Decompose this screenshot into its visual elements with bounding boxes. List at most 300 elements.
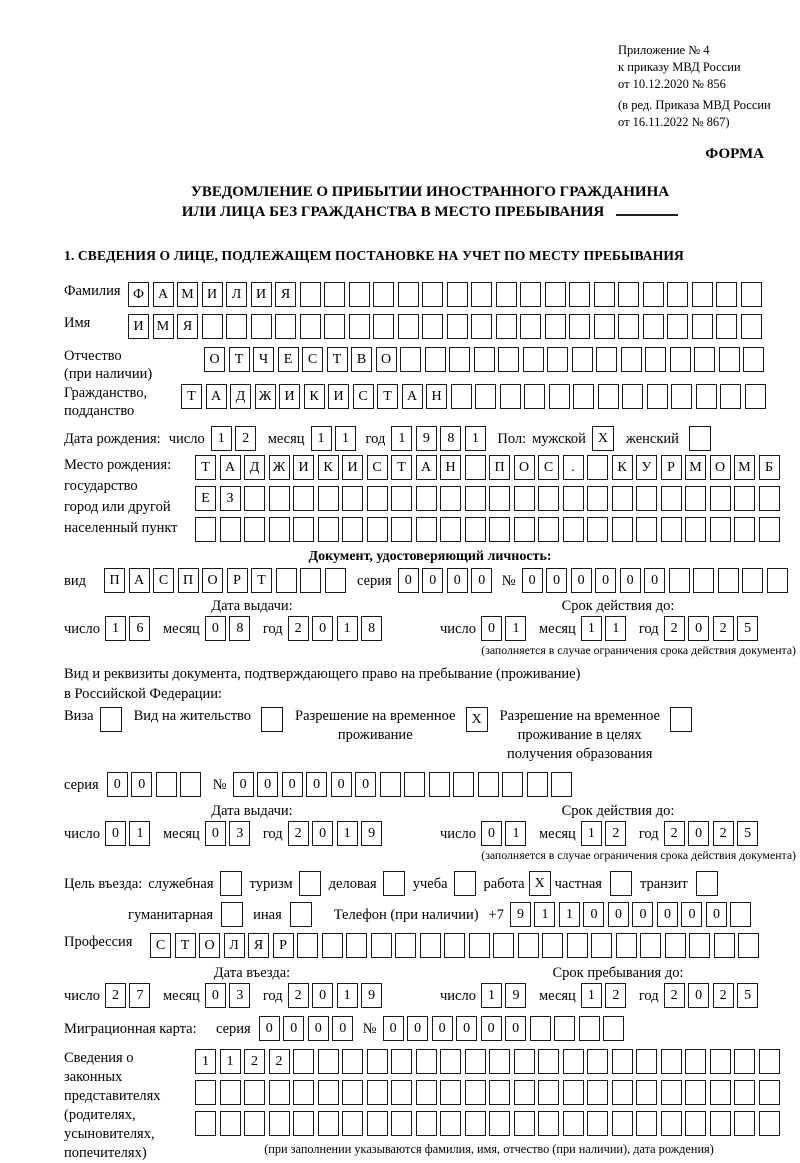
char-cell[interactable]	[523, 347, 544, 372]
char-cell[interactable]: 1	[195, 1049, 216, 1074]
char-cell[interactable]: Т	[251, 568, 272, 593]
char-cell[interactable]: 1	[335, 426, 356, 451]
char-cell[interactable]	[538, 1049, 559, 1074]
char-cell[interactable]: Р	[661, 455, 682, 480]
char-cell[interactable]	[745, 384, 766, 409]
char-cell[interactable]	[489, 1080, 510, 1105]
char-cell[interactable]: 2	[664, 983, 685, 1008]
char-cell[interactable]: 0	[595, 568, 616, 593]
char-cell[interactable]	[449, 347, 470, 372]
temp-permit-checkbox[interactable]: X	[466, 707, 488, 732]
char-cell[interactable]	[710, 517, 731, 542]
char-cell[interactable]: 0	[259, 1016, 280, 1041]
char-cell[interactable]: 0	[107, 772, 128, 797]
char-cell[interactable]	[156, 772, 177, 797]
char-cell[interactable]: 0	[571, 568, 592, 593]
char-cell[interactable]	[563, 1080, 584, 1105]
char-cell[interactable]: Е	[278, 347, 299, 372]
char-cell[interactable]	[542, 933, 563, 958]
char-cell[interactable]: Я	[177, 314, 198, 339]
char-cell[interactable]	[636, 517, 657, 542]
char-cell[interactable]: А	[416, 455, 437, 480]
char-cell[interactable]: И	[342, 455, 363, 480]
char-cell[interactable]: 9	[510, 902, 531, 927]
char-cell[interactable]: 1	[220, 1049, 241, 1074]
char-cell[interactable]	[465, 1111, 486, 1136]
char-cell[interactable]	[596, 347, 617, 372]
char-cell[interactable]: 2	[713, 821, 734, 846]
char-cell[interactable]: 1	[505, 821, 526, 846]
char-cell[interactable]: Т	[377, 384, 398, 409]
char-cell[interactable]	[587, 1111, 608, 1136]
char-cell[interactable]	[661, 486, 682, 511]
char-cell[interactable]	[325, 568, 346, 593]
char-cell[interactable]: И	[279, 384, 300, 409]
char-cell[interactable]	[661, 1049, 682, 1074]
char-cell[interactable]	[422, 314, 443, 339]
char-cell[interactable]	[275, 314, 296, 339]
char-cell[interactable]: 3	[229, 983, 250, 1008]
char-cell[interactable]	[373, 282, 394, 307]
gender-male-checkbox[interactable]: X	[592, 426, 614, 451]
char-cell[interactable]	[743, 347, 764, 372]
char-cell[interactable]: 0	[688, 821, 709, 846]
char-cell[interactable]: 2	[105, 983, 126, 1008]
char-cell[interactable]: Т	[181, 384, 202, 409]
char-cell[interactable]	[440, 486, 461, 511]
char-cell[interactable]: С	[302, 347, 323, 372]
char-cell[interactable]	[563, 1111, 584, 1136]
char-cell[interactable]	[465, 455, 486, 480]
char-cell[interactable]	[398, 282, 419, 307]
char-cell[interactable]: Ж	[269, 455, 290, 480]
char-cell[interactable]	[471, 314, 492, 339]
char-cell[interactable]	[380, 772, 401, 797]
char-cell[interactable]: 0	[105, 821, 126, 846]
char-cell[interactable]	[489, 1049, 510, 1074]
char-cell[interactable]: 0	[355, 772, 376, 797]
char-cell[interactable]	[569, 314, 590, 339]
char-cell[interactable]: 2	[288, 821, 309, 846]
char-cell[interactable]	[594, 314, 615, 339]
char-cell[interactable]: О	[204, 347, 225, 372]
char-cell[interactable]	[547, 347, 568, 372]
char-cell[interactable]: 1	[211, 426, 232, 451]
char-cell[interactable]	[718, 568, 739, 593]
char-cell[interactable]: Ч	[253, 347, 274, 372]
char-cell[interactable]	[612, 1111, 633, 1136]
purpose-ucheba-checkbox[interactable]	[454, 871, 476, 896]
char-cell[interactable]	[244, 1080, 265, 1105]
char-cell[interactable]: М	[177, 282, 198, 307]
char-cell[interactable]: Ж	[255, 384, 276, 409]
char-cell[interactable]	[714, 933, 735, 958]
char-cell[interactable]	[371, 933, 392, 958]
purpose-turizm-checkbox[interactable]	[299, 871, 321, 896]
char-cell[interactable]	[451, 384, 472, 409]
char-cell[interactable]: 9	[361, 983, 382, 1008]
char-cell[interactable]: 9	[361, 821, 382, 846]
char-cell[interactable]	[293, 1080, 314, 1105]
char-cell[interactable]	[767, 568, 788, 593]
char-cell[interactable]: М	[685, 455, 706, 480]
char-cell[interactable]	[440, 1111, 461, 1136]
char-cell[interactable]	[502, 772, 523, 797]
char-cell[interactable]	[587, 455, 608, 480]
char-cell[interactable]: 0	[688, 616, 709, 641]
char-cell[interactable]	[710, 486, 731, 511]
char-cell[interactable]: 0	[657, 902, 678, 927]
char-cell[interactable]: 0	[481, 616, 502, 641]
char-cell[interactable]: 0	[447, 568, 468, 593]
char-cell[interactable]: 5	[737, 821, 758, 846]
char-cell[interactable]: 1	[559, 902, 580, 927]
char-cell[interactable]: Н	[426, 384, 447, 409]
char-cell[interactable]	[395, 933, 416, 958]
char-cell[interactable]	[669, 568, 690, 593]
char-cell[interactable]	[297, 933, 318, 958]
char-cell[interactable]	[478, 772, 499, 797]
char-cell[interactable]: Н	[440, 455, 461, 480]
char-cell[interactable]	[636, 1111, 657, 1136]
char-cell[interactable]: 0	[283, 1016, 304, 1041]
char-cell[interactable]	[493, 933, 514, 958]
char-cell[interactable]	[324, 282, 345, 307]
char-cell[interactable]	[734, 486, 755, 511]
char-cell[interactable]	[579, 1016, 600, 1041]
char-cell[interactable]: 3	[229, 821, 250, 846]
char-cell[interactable]: 0	[398, 568, 419, 593]
char-cell[interactable]: 8	[361, 616, 382, 641]
char-cell[interactable]	[622, 384, 643, 409]
char-cell[interactable]	[440, 1080, 461, 1105]
char-cell[interactable]: 0	[706, 902, 727, 927]
char-cell[interactable]: 2	[664, 821, 685, 846]
char-cell[interactable]	[202, 314, 223, 339]
char-cell[interactable]: Т	[391, 455, 412, 480]
residence-permit-checkbox[interactable]	[261, 707, 283, 732]
char-cell[interactable]	[530, 1016, 551, 1041]
char-cell[interactable]	[738, 933, 759, 958]
char-cell[interactable]	[587, 1049, 608, 1074]
char-cell[interactable]	[572, 347, 593, 372]
char-cell[interactable]: 2	[605, 983, 626, 1008]
char-cell[interactable]	[342, 486, 363, 511]
char-cell[interactable]	[636, 486, 657, 511]
char-cell[interactable]: А	[402, 384, 423, 409]
char-cell[interactable]	[741, 282, 762, 307]
char-cell[interactable]	[244, 486, 265, 511]
char-cell[interactable]: И	[128, 314, 149, 339]
char-cell[interactable]	[563, 1049, 584, 1074]
char-cell[interactable]	[759, 486, 780, 511]
char-cell[interactable]: 2	[244, 1049, 265, 1074]
char-cell[interactable]	[643, 314, 664, 339]
char-cell[interactable]: 0	[312, 983, 333, 1008]
char-cell[interactable]: 1	[105, 616, 126, 641]
purpose-gumanitarnaya-checkbox[interactable]	[221, 902, 243, 927]
char-cell[interactable]: 1	[465, 426, 486, 451]
char-cell[interactable]	[440, 517, 461, 542]
visa-checkbox[interactable]	[100, 707, 122, 732]
char-cell[interactable]	[538, 1111, 559, 1136]
char-cell[interactable]	[269, 1080, 290, 1105]
char-cell[interactable]: 9	[416, 426, 437, 451]
char-cell[interactable]	[524, 384, 545, 409]
char-cell[interactable]	[636, 1080, 657, 1105]
char-cell[interactable]	[685, 1111, 706, 1136]
char-cell[interactable]: И	[251, 282, 272, 307]
char-cell[interactable]: 0	[308, 1016, 329, 1041]
char-cell[interactable]	[318, 1111, 339, 1136]
char-cell[interactable]: 7	[129, 983, 150, 1008]
char-cell[interactable]	[551, 772, 572, 797]
char-cell[interactable]: Я	[248, 933, 269, 958]
char-cell[interactable]: Р	[273, 933, 294, 958]
char-cell[interactable]: 0	[282, 772, 303, 797]
char-cell[interactable]: 0	[432, 1016, 453, 1041]
char-cell[interactable]	[671, 384, 692, 409]
char-cell[interactable]	[710, 1111, 731, 1136]
char-cell[interactable]: 1	[481, 983, 502, 1008]
char-cell[interactable]	[730, 902, 751, 927]
char-cell[interactable]	[300, 568, 321, 593]
char-cell[interactable]	[440, 1049, 461, 1074]
char-cell[interactable]	[693, 568, 714, 593]
char-cell[interactable]	[759, 1049, 780, 1074]
purpose-chastnaya-checkbox[interactable]	[610, 871, 632, 896]
char-cell[interactable]	[349, 314, 370, 339]
char-cell[interactable]: 0	[505, 1016, 526, 1041]
char-cell[interactable]	[244, 1111, 265, 1136]
char-cell[interactable]	[759, 1111, 780, 1136]
char-cell[interactable]: 6	[129, 616, 150, 641]
char-cell[interactable]	[514, 486, 535, 511]
char-cell[interactable]: 5	[737, 616, 758, 641]
char-cell[interactable]	[318, 517, 339, 542]
char-cell[interactable]: 1	[505, 616, 526, 641]
char-cell[interactable]	[621, 347, 642, 372]
char-cell[interactable]	[667, 314, 688, 339]
char-cell[interactable]: С	[367, 455, 388, 480]
char-cell[interactable]	[293, 486, 314, 511]
char-cell[interactable]	[342, 517, 363, 542]
char-cell[interactable]: М	[153, 314, 174, 339]
char-cell[interactable]	[349, 282, 370, 307]
char-cell[interactable]	[587, 486, 608, 511]
char-cell[interactable]: 0	[312, 821, 333, 846]
char-cell[interactable]	[195, 1111, 216, 1136]
char-cell[interactable]: 8	[229, 616, 250, 641]
char-cell[interactable]: П	[489, 455, 510, 480]
char-cell[interactable]	[670, 347, 691, 372]
char-cell[interactable]	[391, 486, 412, 511]
char-cell[interactable]	[367, 1080, 388, 1105]
char-cell[interactable]	[696, 384, 717, 409]
char-cell[interactable]: З	[220, 486, 241, 511]
char-cell[interactable]	[496, 314, 517, 339]
char-cell[interactable]	[469, 933, 490, 958]
char-cell[interactable]	[400, 347, 421, 372]
char-cell[interactable]	[647, 384, 668, 409]
purpose-tranzit-checkbox[interactable]	[696, 871, 718, 896]
char-cell[interactable]: 5	[737, 983, 758, 1008]
purpose-delovaya-checkbox[interactable]	[383, 871, 405, 896]
char-cell[interactable]	[489, 486, 510, 511]
char-cell[interactable]: К	[612, 455, 633, 480]
char-cell[interactable]	[293, 1111, 314, 1136]
char-cell[interactable]	[734, 517, 755, 542]
char-cell[interactable]	[538, 517, 559, 542]
char-cell[interactable]	[514, 1080, 535, 1105]
char-cell[interactable]: 1	[337, 983, 358, 1008]
char-cell[interactable]: И	[328, 384, 349, 409]
char-cell[interactable]	[293, 1049, 314, 1074]
char-cell[interactable]: В	[351, 347, 372, 372]
char-cell[interactable]	[220, 1111, 241, 1136]
char-cell[interactable]	[612, 486, 633, 511]
char-cell[interactable]: С	[538, 455, 559, 480]
char-cell[interactable]	[563, 517, 584, 542]
char-cell[interactable]: Д	[230, 384, 251, 409]
char-cell[interactable]: 1	[581, 821, 602, 846]
char-cell[interactable]	[612, 517, 633, 542]
char-cell[interactable]	[587, 1080, 608, 1105]
char-cell[interactable]: 0	[471, 568, 492, 593]
char-cell[interactable]	[322, 933, 343, 958]
char-cell[interactable]	[520, 314, 541, 339]
char-cell[interactable]: О	[710, 455, 731, 480]
char-cell[interactable]: А	[220, 455, 241, 480]
purpose-sluzhebnaya-checkbox[interactable]	[220, 871, 242, 896]
char-cell[interactable]	[220, 1080, 241, 1105]
char-cell[interactable]	[685, 486, 706, 511]
char-cell[interactable]	[447, 314, 468, 339]
char-cell[interactable]: 0	[131, 772, 152, 797]
char-cell[interactable]	[742, 568, 763, 593]
char-cell[interactable]	[453, 772, 474, 797]
char-cell[interactable]	[500, 384, 521, 409]
char-cell[interactable]: 0	[522, 568, 543, 593]
char-cell[interactable]	[710, 1080, 731, 1105]
char-cell[interactable]: 1	[534, 902, 555, 927]
char-cell[interactable]: 1	[337, 821, 358, 846]
char-cell[interactable]: 0	[681, 902, 702, 927]
char-cell[interactable]	[367, 517, 388, 542]
char-cell[interactable]: П	[178, 568, 199, 593]
char-cell[interactable]	[465, 1080, 486, 1105]
char-cell[interactable]: .	[563, 455, 584, 480]
char-cell[interactable]	[474, 347, 495, 372]
char-cell[interactable]	[603, 1016, 624, 1041]
char-cell[interactable]	[514, 517, 535, 542]
char-cell[interactable]	[404, 772, 425, 797]
char-cell[interactable]	[759, 517, 780, 542]
char-cell[interactable]	[598, 384, 619, 409]
char-cell[interactable]: С	[353, 384, 374, 409]
char-cell[interactable]: О	[199, 933, 220, 958]
char-cell[interactable]: И	[202, 282, 223, 307]
char-cell[interactable]	[618, 314, 639, 339]
purpose-inaya-checkbox[interactable]	[290, 902, 312, 927]
char-cell[interactable]	[716, 314, 737, 339]
char-cell[interactable]: О	[514, 455, 535, 480]
char-cell[interactable]: С	[153, 568, 174, 593]
gender-female-checkbox[interactable]	[689, 426, 711, 451]
char-cell[interactable]: 0	[407, 1016, 428, 1041]
char-cell[interactable]	[416, 1049, 437, 1074]
char-cell[interactable]: Т	[175, 933, 196, 958]
char-cell[interactable]: 1	[581, 983, 602, 1008]
char-cell[interactable]: 0	[205, 983, 226, 1008]
char-cell[interactable]: 0	[583, 902, 604, 927]
char-cell[interactable]: 0	[306, 772, 327, 797]
char-cell[interactable]	[471, 282, 492, 307]
char-cell[interactable]: А	[206, 384, 227, 409]
char-cell[interactable]	[545, 314, 566, 339]
char-cell[interactable]	[416, 517, 437, 542]
char-cell[interactable]	[587, 517, 608, 542]
char-cell[interactable]	[318, 1049, 339, 1074]
char-cell[interactable]	[689, 933, 710, 958]
char-cell[interactable]: 2	[605, 821, 626, 846]
char-cell[interactable]	[391, 1049, 412, 1074]
char-cell[interactable]: 2	[288, 616, 309, 641]
char-cell[interactable]	[420, 933, 441, 958]
char-cell[interactable]	[496, 282, 517, 307]
char-cell[interactable]: П	[104, 568, 125, 593]
char-cell[interactable]: К	[304, 384, 325, 409]
char-cell[interactable]	[373, 314, 394, 339]
char-cell[interactable]	[640, 933, 661, 958]
char-cell[interactable]	[514, 1111, 535, 1136]
char-cell[interactable]	[734, 1111, 755, 1136]
char-cell[interactable]	[591, 933, 612, 958]
char-cell[interactable]: 8	[440, 426, 461, 451]
char-cell[interactable]	[643, 282, 664, 307]
char-cell[interactable]	[685, 1049, 706, 1074]
char-cell[interactable]	[422, 282, 443, 307]
char-cell[interactable]	[645, 347, 666, 372]
char-cell[interactable]	[685, 517, 706, 542]
char-cell[interactable]: 1	[391, 426, 412, 451]
char-cell[interactable]: И	[293, 455, 314, 480]
char-cell[interactable]: 0	[205, 821, 226, 846]
char-cell[interactable]	[538, 486, 559, 511]
char-cell[interactable]	[734, 1080, 755, 1105]
char-cell[interactable]	[563, 486, 584, 511]
char-cell[interactable]	[685, 1080, 706, 1105]
char-cell[interactable]: 0	[481, 821, 502, 846]
char-cell[interactable]: А	[129, 568, 150, 593]
char-cell[interactable]	[367, 486, 388, 511]
char-cell[interactable]: Л	[226, 282, 247, 307]
char-cell[interactable]: 1	[311, 426, 332, 451]
char-cell[interactable]: Ф	[128, 282, 149, 307]
char-cell[interactable]	[342, 1111, 363, 1136]
char-cell[interactable]	[220, 517, 241, 542]
char-cell[interactable]: 0	[608, 902, 629, 927]
char-cell[interactable]	[444, 933, 465, 958]
char-cell[interactable]	[342, 1080, 363, 1105]
char-cell[interactable]	[573, 384, 594, 409]
char-cell[interactable]	[269, 486, 290, 511]
char-cell[interactable]	[465, 486, 486, 511]
char-cell[interactable]	[425, 347, 446, 372]
char-cell[interactable]: Л	[224, 933, 245, 958]
char-cell[interactable]	[324, 314, 345, 339]
char-cell[interactable]	[549, 384, 570, 409]
